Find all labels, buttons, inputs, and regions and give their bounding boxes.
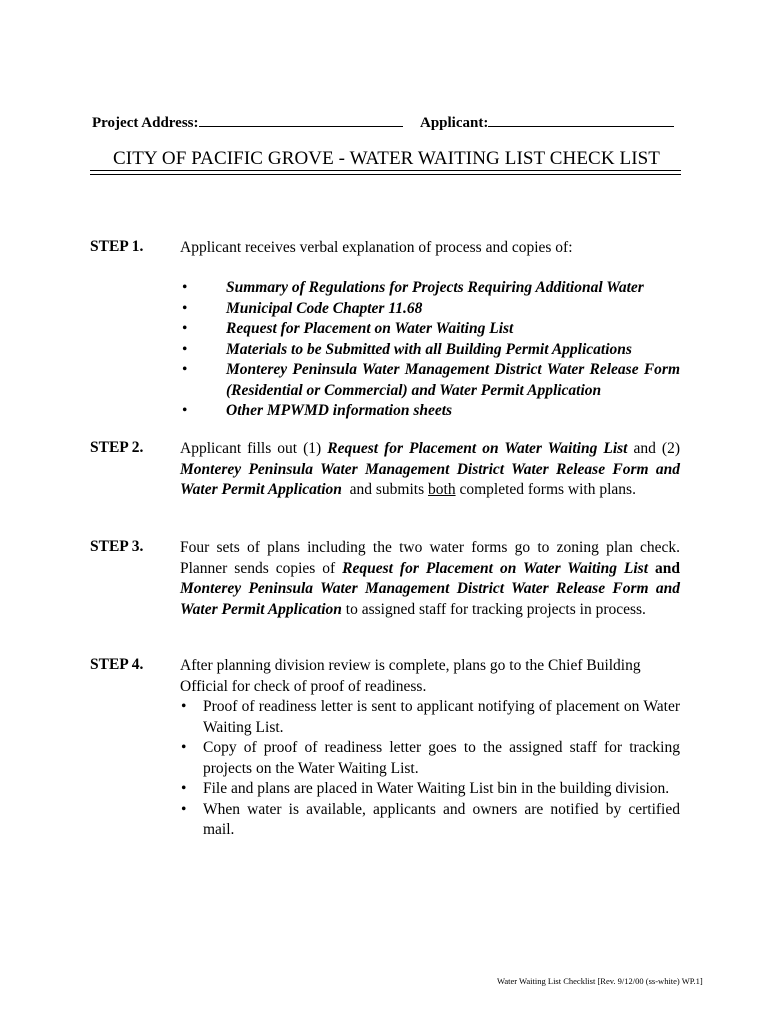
step1-intro: Applicant receives verbal explanation of process and copies of: <box>180 239 573 256</box>
bullet-icon: • <box>182 361 188 378</box>
title-rule-bottom <box>90 174 681 175</box>
bullet-icon: • <box>182 279 188 296</box>
bullet-icon: • <box>182 340 188 358</box>
step4-list <box>181 697 680 841</box>
list-item: • Proof of readiness letter is sent to applicant notifying of placement on Water Waiting List. <box>181 698 680 736</box>
bullet-icon: • <box>182 320 188 337</box>
project-address-label: Project Address: <box>92 115 199 131</box>
list-item: • Monterey Peninsula Water Management District Water Release Form (Residential or Commercial) and Water Permit Application <box>182 361 680 399</box>
step4-intro: After planning division review is complete, plans go to the Chief Building Official for check of proof of readiness. <box>180 657 641 695</box>
step3-label: STEP 3. <box>90 538 144 555</box>
bullet-icon: • <box>181 739 187 756</box>
bullet-icon: • <box>182 402 188 419</box>
list-item: • Request for Placement on Water Waiting List <box>180 319 680 340</box>
step2-text: Applicant fills out (1) Request for Placement on Water Waiting List and (2) Monterey Peninsula Water Management District Water Release Form and Water Permit Application and submits both completed forms with plans. <box>180 440 681 498</box>
list-item: • Summary of Regulations for Projects Requiring Additional Water <box>180 278 680 299</box>
list-item: • Materials to be Submitted with all Building Permit Applications <box>180 340 680 361</box>
step2-label: STEP 2. <box>90 439 144 456</box>
bullet-icon: • <box>182 299 188 317</box>
list-item: • Copy of proof of readiness letter goes to the assigned staff for tracking projects on the Water Waiting List. <box>181 739 680 777</box>
project-address-blank <box>199 112 403 127</box>
applicant-field <box>420 112 674 132</box>
step4-label: STEP 4. <box>90 656 144 673</box>
step1-label: STEP 1. <box>90 238 144 255</box>
bullet-icon: • <box>181 780 187 797</box>
applicant-blank <box>488 112 674 127</box>
footer-revision: Water Waiting List Checklist [Rev. 9/12/00 (ss-white) WP.1] <box>497 976 703 986</box>
list-item: • Other MPWMD information sheets <box>180 401 680 422</box>
bullet-icon: • <box>181 698 187 715</box>
bullet-icon: • <box>181 800 187 818</box>
step1-list <box>180 278 680 422</box>
project-address-field <box>92 112 403 132</box>
document-title: CITY OF PACIFIC GROVE - WATER WAITING LIST CHECK LIST <box>113 148 660 169</box>
step3-text: Four sets of plans including the two water forms go to zoning plan check. Planner sends copies of Request for Placement on Water Waiting List and Monterey Peninsula Water Management District Water Release Form and Water Permit Application to assigned staff for tracking projects in process. <box>180 539 680 618</box>
list-item: • When water is available, applicants and owners are notified by certified mail. <box>181 800 680 838</box>
list-item: • Municipal Code Chapter 11.68 <box>180 299 680 320</box>
list-item: • File and plans are placed in Water Waiting List bin in the building division. <box>181 779 680 800</box>
title-rule-top <box>90 170 681 171</box>
applicant-label: Applicant: <box>420 115 489 131</box>
